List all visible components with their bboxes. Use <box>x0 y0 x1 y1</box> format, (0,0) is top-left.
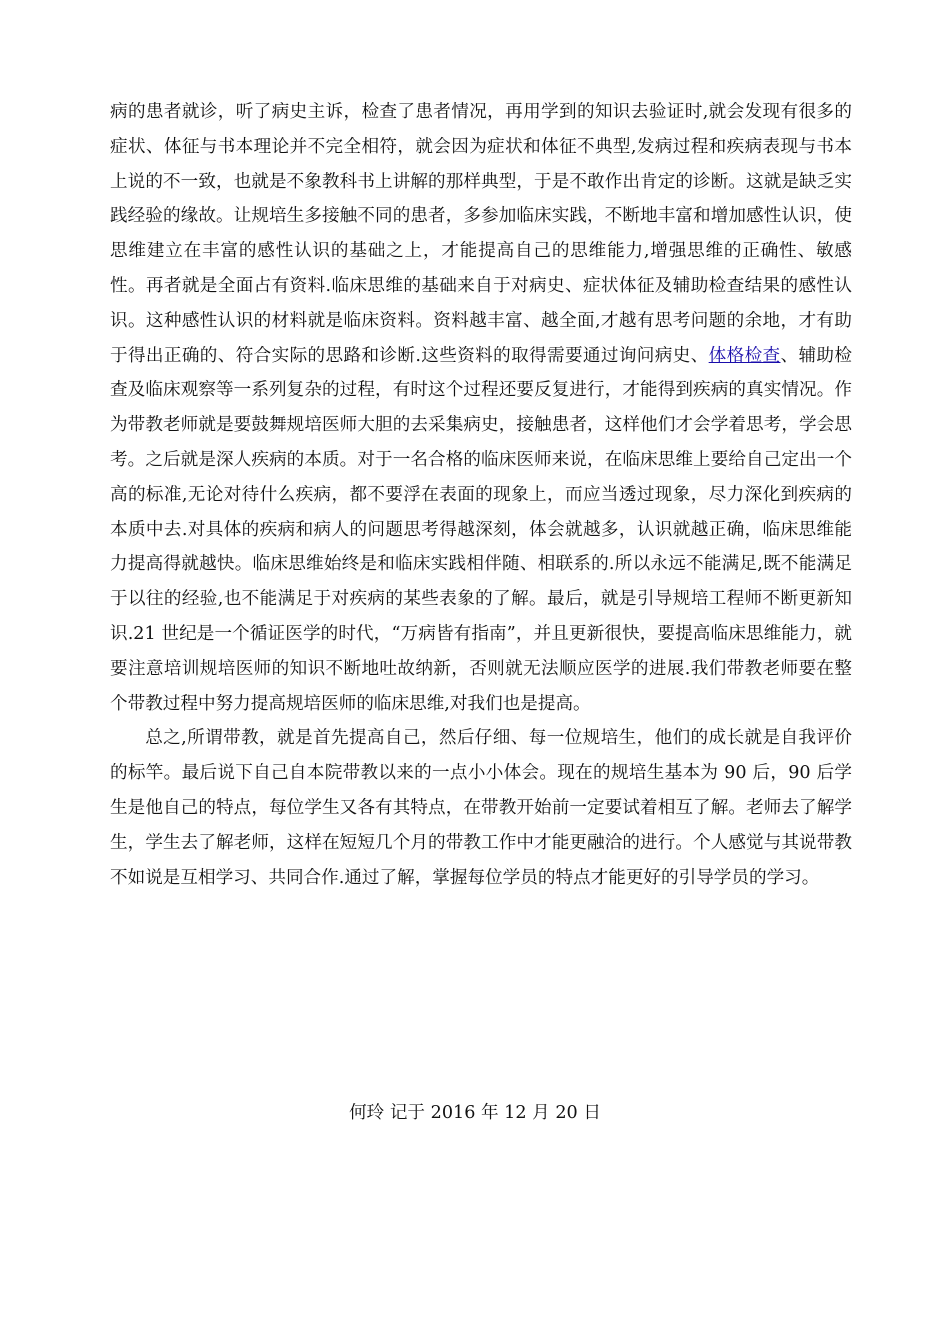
author-signature-date: 何玲 记于 2016 年 12 月 20 日 <box>349 1103 601 1123</box>
paragraph-text-after-link: 、辅助检查及临床观察等一系列复杂的过程，有时这个过程还要反复进行，才能得到疾病的真实情况。作为带教老师就是要鼓舞规培医师大胆的去采集病史，接触患者，这样他们才会学着思考，学会思考。之后就是深人疾病的本质。对于一名合格的临床医师来说，在临床思维上要给自己定出一个高的标准,无论对待什么疾病，都不要浮在表面的现象上，而应当透过现象，尽力深化到疾病的本质中去.对具体的疾病和病人的问题思考得越深刻，体会就越多，认识就越正确，临床思维能力提高得就越快。临床思维始终是和临床实践相伴随、相联系的.所以永远不能满足,既不能满足于以往的经验,也不能满足于对疾病的某些表象的了解。最后，就是引导规培工程师不断更新知识.21 世纪是一个循证医学的时代，“万病皆有指南”，并且更新很快，要提高临床思维能力，就要注意培训规培医师的知识不断地吐故纳新，否则就无法顺应医学的进展.我们带教老师要在整个带教过程中努力提高规培医师的临床思维,对我们也是提高。 <box>110 345 852 714</box>
document-body <box>110 95 852 895</box>
paragraph-clinical-thinking <box>110 95 852 721</box>
paragraph-summary: 总之,所谓带教，就是首先提高自己，然后仔细、每一位规培生，他们的成长就是自我评价的标竿。最后说下自己自本院带教以来的一点小小体会。现在的规培生基本为 90 后，90 后学生是他自己的特点，每位学生又各有其特点，在带教开始前一定要试着相互了解。老师去了解学生，学生去了解老师，这样在短短几个月的带教工作中才能更融洽的进行。个人感觉与其说带教不如说是互相学习、共同合作.通过了解，掌握每位学员的特点才能更好的引导学员的学习。 <box>110 728 852 888</box>
paragraph-text-before-link: 病的患者就诊，听了病史主诉，检查了患者情况，再用学到的知识去验证时,就会发现有很多的症状、体征与书本理论并不完全相符，就会因为症状和体征不典型,发病过程和疾病表现与书本上说的不一致，也就是不象教科书上讲解的那样典型，于是不敢作出肯定的诊断。这就是缺乏实践经验的缘故。让规培生多接触不同的患者，多参加临床实践，不断地丰富和增加感性认识，使思维建立在丰富的感性认识的基础之上，才能提高自己的思维能力,增强思维的正确性、敏感性。再者就是全面占有资料.临床思维的基础来自于对病史、症状体征及辅助检查结果的感性认识。这种感性认识的材料就是临床资料。资料越丰富、越全面,才越有思考问题的余地，才有助于得出正确的、符合实际的思路和诊断.这些资料的取得需要通过询问病史、 <box>110 102 852 366</box>
physical-exam-link[interactable]: 体格检查 <box>708 345 781 366</box>
